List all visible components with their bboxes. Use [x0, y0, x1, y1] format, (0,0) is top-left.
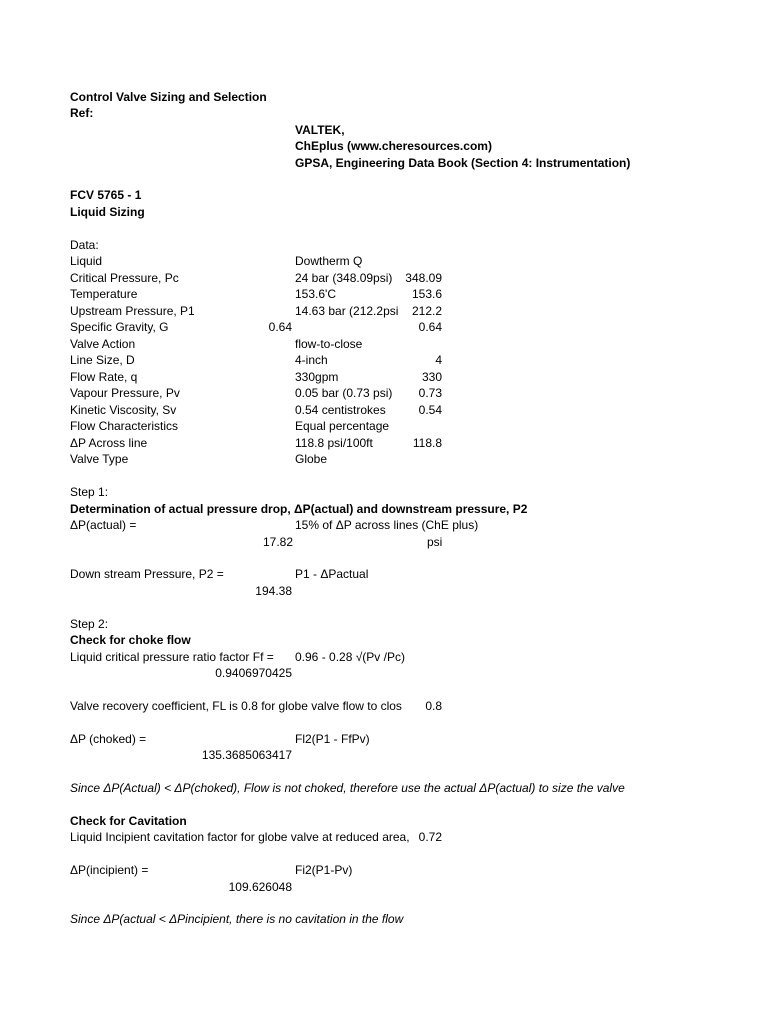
document-title: Control Valve Sizing and Selection [70, 90, 267, 104]
num-critical-pressure: 348.09 [405, 271, 442, 285]
value-specific-gravity: 0.64 [268, 320, 292, 334]
value-vapour-pressure: 0.05 bar (0.73 psi) [295, 386, 393, 400]
ff-label: Liquid critical pressure ratio factor Ff = [70, 650, 274, 664]
step1-heading: Determination of actual pressure drop, ΔP(actual) and downstream pressure, P2 [70, 502, 528, 516]
param-kinetic-viscosity: Kinetic Viscosity, Sv [70, 403, 177, 417]
cavitation-heading: Check for Cavitation [70, 814, 187, 828]
value-line-size: 4-inch [295, 353, 328, 367]
dp-actual-label: ΔP(actual) = [70, 518, 137, 532]
value-kinetic-viscosity: 0.54 centistrokes [295, 403, 386, 417]
dp-incipient-label: ΔP(incipient) = [70, 863, 149, 877]
p2-formula: P1 - ΔPactual [295, 567, 369, 581]
value-dp-across-line: 118.8 psi/100ft [295, 436, 373, 450]
param-upstream-pressure: Upstream Pressure, P1 [70, 304, 195, 318]
num-upstream-pressure: 212.2 [411, 304, 442, 318]
param-line-size: Line Size, D [70, 353, 135, 367]
param-temperature: Temperature [70, 287, 138, 301]
dp-actual-formula: 15% of ΔP across lines (ChE plus) [295, 518, 479, 532]
sizing-type: Liquid Sizing [70, 205, 145, 219]
value-temperature: 153.6'C [295, 287, 336, 301]
data-label: Data: [70, 238, 99, 252]
fi-text: Liquid Incipient cavitation factor for globe valve at reduced area, [70, 830, 410, 844]
param-flow-rate: Flow Rate, q [70, 370, 138, 384]
dp-incipient-value: 109.626048 [228, 880, 292, 894]
param-critical-pressure: Critical Pressure, Pc [70, 271, 179, 285]
ff-value: 0.9406970425 [215, 666, 292, 680]
param-vapour-pressure: Vapour Pressure, Pv [70, 386, 180, 400]
param-liquid: Liquid [70, 254, 103, 268]
reference-3: GPSA, Engineering Data Book (Section 4: Instrumentation) [295, 156, 631, 170]
value-flow-rate: 330gpm [295, 370, 339, 384]
num-temperature: 153.6 [411, 287, 442, 301]
value-upstream-pressure: 14.63 bar (212.2psi [295, 304, 399, 318]
step1-label: Step 1: [70, 485, 109, 499]
dp-actual-unit: psi [427, 535, 443, 549]
fl-text: Valve recovery coefficient, FL is 0.8 for globe valve flow to clos [70, 699, 402, 713]
ff-formula: 0.96 - 0.28 √(Pv /Pc) [295, 650, 405, 664]
p2-label: Down stream Pressure, P2 = [70, 567, 224, 581]
reference-2: ChEplus (www.cheresources.com) [295, 139, 492, 153]
valve-tag: FCV 5765 - 1 [70, 188, 142, 202]
num-dp-across-line: 118.8 [412, 436, 442, 450]
dp-choked-formula: Fl2(P1 - FfPv) [295, 732, 370, 746]
num-kinetic-viscosity: 0.54 [418, 403, 442, 417]
num-specific-gravity: 0.64 [418, 320, 442, 334]
step2-label: Step 2: [70, 617, 109, 631]
num-vapour-pressure: 0.73 [418, 386, 442, 400]
p2-value: 194.38 [255, 584, 292, 598]
dp-actual-value: 17.82 [262, 535, 293, 549]
dp-incipient-formula: Fi2(P1-Pv) [295, 863, 353, 877]
param-flow-characteristics: Flow Characteristics [70, 419, 179, 433]
value-critical-pressure: 24 bar (348.09psi) [295, 271, 393, 285]
num-flow-rate: 330 [421, 370, 442, 384]
choke-conclusion: Since ΔP(Actual) < ΔP(choked), Flow is not choked, therefore use the actual ΔP(actual) to size the valve [70, 781, 625, 795]
reference-1: VALTEK, [295, 123, 345, 137]
value-flow-characteristics: Equal percentage [295, 419, 390, 433]
param-specific-gravity: Specific Gravity, G [70, 320, 169, 334]
dp-choked-label: ΔP (choked) = [70, 732, 147, 746]
fl-value: 0.8 [425, 699, 442, 713]
value-valve-type: Globe [295, 452, 328, 466]
param-valve-action: Valve Action [70, 337, 136, 351]
step2-heading: Check for choke flow [70, 633, 191, 647]
value-liquid: Dowtherm Q [295, 254, 363, 268]
ref-label: Ref: [70, 106, 94, 120]
fi-value: 0.72 [418, 830, 442, 844]
cavitation-conclusion: Since ΔP(actual < ΔPincipient, there is no cavitation in the flow [70, 912, 404, 926]
dp-choked-value: 135.3685063417 [201, 748, 292, 762]
num-line-size: 4 [435, 353, 442, 367]
param-dp-across-line: ΔP Across line [70, 436, 148, 450]
value-valve-action: flow-to-close [295, 337, 363, 351]
param-valve-type: Valve Type [70, 452, 129, 466]
